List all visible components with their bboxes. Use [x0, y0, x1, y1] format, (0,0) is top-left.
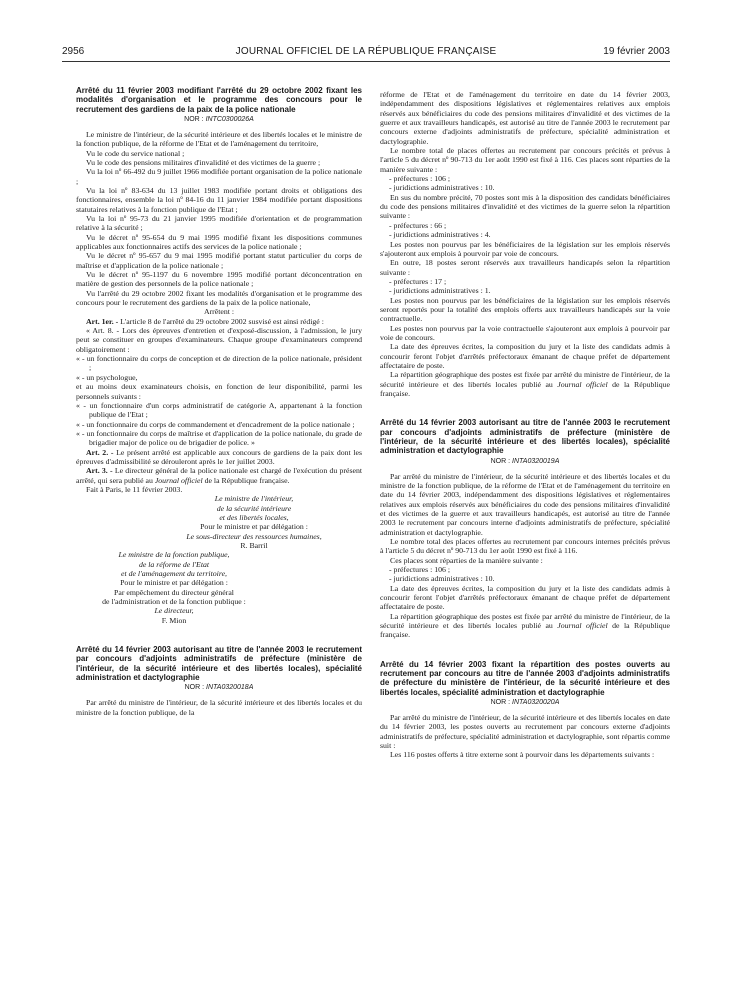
- article-1: Art. 1er. - L'article 8 de l'arrêté du 29 octobre 2002 susvisé est ainsi rédigé :: [86, 316, 324, 326]
- paragraph: Vu la loi nº 66-492 du 9 juillet 1966 modifiée portant organisation de la police nationale ;: [76, 167, 362, 186]
- decree-title: Arrêté du 11 février 2003 modifiant l'arrêté du 29 octobre 2002 fixant les modalités d'organisation et le programme des concours pour le recrutement des gardiens de la paix de la police nationale: [76, 86, 362, 114]
- paragraph: Vu le décret nº 95-654 du 9 mai 1995 modifié fixant les dispositions communes applicables aux fonctionnaires actifs des services de la police nationale ;: [76, 232, 362, 252]
- paragraph: La date des épreuves écrites, la composition du jury et la liste des candidats admis à concourir feront l'objet d'arrêtés préfectoraux émanant de chaque préfet de département affectataire de poste.: [380, 342, 670, 370]
- paragraph: Vu le code des pensions militaires d'invalidité et des victimes de la guerre ;: [86, 157, 321, 167]
- list-item: « - un fonctionnaire du corps de commandement et d'encadrement de la police nationale ;: [76, 419, 355, 429]
- decree-title: Arrêté du 14 février 2003 autorisant au titre de l'année 2003 le recrutement par concours d'adjoints administratifs de préfecture (ministère de l'intérieur, de la sécurité intérieure et des libertés locales), spécialité administration et dactylographie: [380, 418, 670, 456]
- paragraph: Les postes non pourvus par la voie contractuelle s'ajouteront aux emplois à pourvoir par voie de concours.: [380, 323, 670, 342]
- paragraph: Par arrêté du ministre de l'intérieur, de la sécurité intérieure et des libertés locales et du ministre de la fonction publique, de la réforme de l'Etat et de l'aménagement du territoire en date du 14 février 2003, indépendamment des dispositions législatives et réglementaires relatives aux emplois réservés aux bénéficiaires du code des pensions militaires d'invalidité et des victimes de la guerre et aux travailleurs handicapés, est autorisé au titre de l'année 2003 le recrutement par concours interne d'adjoints administratifs de préfecture, spécialité administration et dactylographie.: [380, 471, 670, 537]
- paragraph: La répartition géographique des postes est fixée par arrêté du ministre de l'intérieur, de la sécurité intérieure et des libertés locales publié au Journal officiel de la République française.: [380, 611, 670, 640]
- list-item: - juridictions administratives : 1.: [389, 286, 491, 296]
- page-header: [62, 44, 670, 60]
- list-item: - juridictions administratives : 10.: [389, 183, 495, 193]
- paragraph: réforme de l'Etat et de l'aménagement du territoire en date du 14 février 2003, indépendamment des dispositions législatives et réglementaires relatives aux emplois réservés aux bénéficiaires du code des pensions militaires d'invalidité et des victimes de la guerre et aux travailleurs handicapés, est autorisé au titre de l'année 2003 le recrutement par concours externe d'adjoints administratifs de préfecture, spécialité administration et dactylographie.: [380, 90, 670, 146]
- signature-block-interior: Le ministre de l'intérieur, de la sécurité intérieure et des libertés locales, Pour le ministre et par délégation : Le sous-directeur des ressources humaines, R. Barril: [186, 494, 322, 551]
- nor-reference: NOR : INTA0320019A: [490, 457, 560, 465]
- paragraph: Le ministre de l'intérieur, de la sécurité intérieure et des libertés locales et le ministre de la fonction publique, de la réforme de l'Etat et de l'aménagement du territoire,: [76, 129, 362, 149]
- signature-block-fonction-publique: Le ministre de la fonction publique, de la réforme de l'Etat et de l'aménagement du territoire, Pour le ministre et par délégation : Par empêchement du directeur général de l'administration et de la fonction publique : Le directeur, F. Mion: [102, 550, 246, 625]
- left-column: [76, 86, 362, 717]
- article-2: Art. 2. - Le présent arrêté est applicable aux concours de gardiens de la paix dont les épreuves d'admissibilité se dérouleront après le 1er juillet 2003.: [76, 447, 363, 466]
- list-item: « - un fonctionnaire d'un corps administratif de catégorie A, appartenant à la fonction publique de l'Etat ;: [76, 400, 362, 420]
- paragraph: La répartition géographique des postes est fixée par arrêté du ministre de l'intérieur, de la sécurité intérieure et des libertés locales publié au Journal officiel de la République française.: [380, 370, 670, 398]
- article-8: « Art. 8. - Lors des épreuves d'entretien et d'exposé-discussion, à l'admission, le jury peut se constituer en groupes d'examinateurs. Chaque groupe d'examinateurs comprend obligatoirement :: [76, 326, 362, 354]
- issue-date: 19 février 2003: [603, 46, 670, 57]
- paragraph: Vu le décret nº 95-1197 du 6 novembre 1995 modifié portant déconcentration en matière de gestion des personnels de la police nationale ;: [76, 270, 362, 289]
- paragraph: En sus du nombre précité, 70 postes sont mis à la disposition des candidats bénéficiaires du code des pensions militaires d'invalidité et des victimes de la guerre selon la répartition suivante :: [380, 192, 670, 221]
- list-item: - préfectures : 66 ;: [389, 220, 447, 230]
- paragraph: Vu le décret nº 95-657 du 9 mai 1995 modifié portant statut particulier du corps de maîtrise et d'application de la police nationale ;: [76, 251, 362, 270]
- article-3: Art. 3. - Le directeur général de la police nationale est chargé de l'exécution du présent arrêté, qui sera publié au Journal officiel de la République française.: [76, 466, 363, 485]
- list-item: « - un fonctionnaire du corps de conception et de direction de la police nationale, président ;: [76, 354, 362, 373]
- paragraph: Les postes non pourvus par les bénéficiaires de la législation sur les emplois réservés seront reportés pour la totalité des emplois offerts aux travailleurs handicapés sur la voie contractuelle.: [380, 295, 670, 324]
- paragraph: Par arrêté du ministre de l'intérieur, de la sécurité intérieure et des libertés locales en date du 14 février 2003, les postes ouverts au recrutement par concours externe d'adjoints administratifs de préfecture, spécialité administration et dactylographie, sont répartis comme suit :: [380, 712, 670, 750]
- paragraph: Le nombre total des places offertes au recrutement par concours internes précités prévus à l'article 5 du décret nº 90-713 du 1er août 1990 est fixé à 116.: [380, 536, 670, 556]
- nor-reference: NOR : INTA0320020A: [490, 698, 560, 706]
- list-item: - juridictions administratives : 10.: [389, 574, 495, 584]
- list-item: « - un psychologue,: [76, 372, 138, 382]
- paragraph: En outre, 18 postes seront réservés aux travailleurs handicapés selon la répartition suivante :: [380, 258, 670, 277]
- nor-reference: NOR : INTC0300026A: [184, 115, 254, 123]
- nor-reference: NOR : INTA0320018A: [184, 684, 254, 692]
- paragraph: Vu la loi nº 95-73 du 21 janvier 1995 modifiée d'orientation et de programmation relative à la sécurité ;: [76, 213, 362, 233]
- decree-1: [76, 86, 362, 625]
- decree-2: [76, 645, 362, 717]
- header-rule: [62, 61, 670, 62]
- paragraph: Vu l'arrêté du 29 octobre 2002 fixant les modalités d'organisation et le programme des concours pour le recrutement des gardiens de la paix de la police nationale,: [76, 288, 362, 308]
- paragraph: Le nombre total de places offertes au recrutement par concours précités et prévus à l'article 5 du décret nº 90-713 du 1er août 1990 est fixé à 116. Ces places sont réparties de la manière suivante :: [380, 146, 670, 174]
- paragraph: et au moins deux examinateurs choisis, en fonction de leur disponibilité, parmi les personnels suivants :: [76, 382, 362, 401]
- list-item: - juridictions administratives : 4.: [389, 230, 491, 240]
- list-item: - préfectures : 17 ;: [389, 276, 447, 286]
- paragraph: Les postes non pourvus par les bénéficiaires de la législation sur les emplois réservés s'ajouteront aux emplois à pourvoir par voie de concours.: [380, 239, 670, 258]
- decree-4: [380, 660, 670, 760]
- right-column: [380, 90, 670, 760]
- journal-title: JOURNAL OFFICIEL DE LA RÉPUBLIQUE FRANÇAISE: [235, 46, 497, 57]
- paragraph: Par arrêté du ministre de l'intérieur, de la sécurité intérieure et des libertés locales et du ministre de la fonction publique, de la: [76, 698, 362, 717]
- paragraph: Vu la loi nº 83-634 du 13 juillet 1983 modifiée portant droits et obligations des fonctionnaires, ensemble la loi nº 84-16 du 11 janvier 1984 modifiée portant dispositions statutaires relatives à la fonction publique de l'Etat ;: [76, 185, 362, 214]
- list-item: « - un fonctionnaire du corps de maîtrise et d'application de la police nationale, du grade de brigadier major de police ou de brigadier de police. »: [76, 428, 362, 448]
- decree-title: Arrêté du 14 février 2003 fixant la répartition des postes ouverts au recrutement par concours au titre de l'année 2003 d'adjoints administratifs de préfecture du ministère de l'intérieur, de la sécurité intérieure et des libertés locales, spécialité administration et dactylographie: [380, 659, 670, 697]
- page-number: 2956: [62, 46, 85, 57]
- decree-3: [380, 418, 670, 639]
- list-item: - préfectures : 106 ;: [389, 174, 451, 184]
- paragraph: La date des épreuves écrites, la composition du jury et la liste des candidats admis à concourir feront l'objet d'arrêtés préfectoraux émanant de chaque préfet de département affectataire de poste.: [380, 583, 670, 612]
- paragraph: Vu le code du service national ;: [86, 148, 185, 158]
- paragraph: Les 116 postes offerts à titre externe sont à pourvoir dans les départements suivants :: [390, 750, 655, 760]
- paragraph: Ces places sont réparties de la manière suivante :: [390, 555, 543, 565]
- decree-title: Arrêté du 14 février 2003 autorisant au titre de l'année 2003 le recrutement par concours d'adjoints administratifs de préfecture (ministère de l'intérieur, de la sécurité intérieure et des libertés locales), spécialité administration et dactylographie: [76, 645, 362, 682]
- arretent-heading: Arrêtent :: [203, 307, 235, 317]
- signature-date: Fait à Paris, le 11 février 2003.: [86, 484, 183, 494]
- list-item: - préfectures : 106 ;: [389, 564, 451, 574]
